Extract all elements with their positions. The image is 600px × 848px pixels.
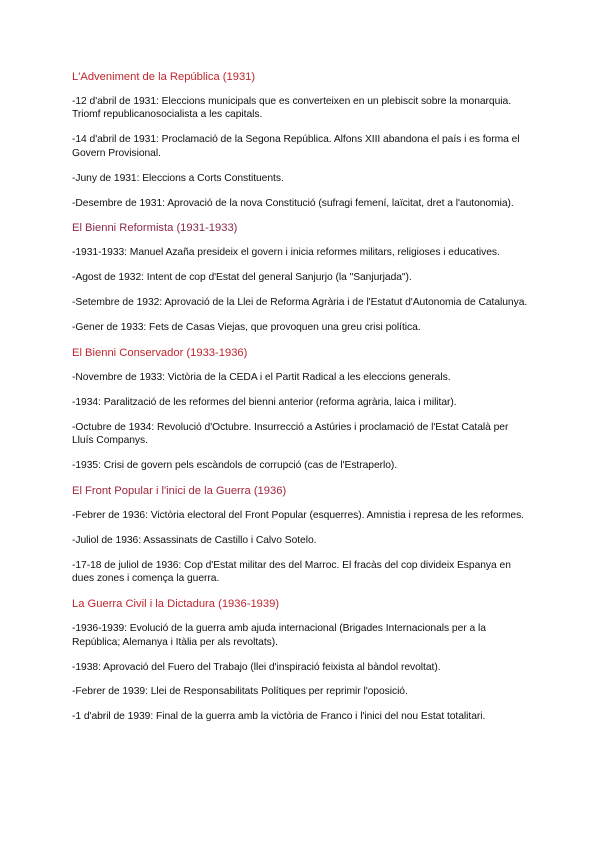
section-title: El Front Popular i l'inici de la Guerra (1936)	[72, 485, 287, 498]
section-bienni-conservador	[72, 346, 532, 473]
timeline-entry: -1934: Paralització de les reformes del bienni anterior (reforma agrària, laica i militar).	[72, 396, 457, 408]
section-adveniment	[72, 70, 532, 210]
section-title: El Bienni Reformista (1931-1933)	[72, 222, 238, 235]
section-title: La Guerra Civil i la Dictadura (1936-1939)	[72, 598, 280, 611]
timeline-entry: -Setembre de 1932: Aprovació de la Llei de Reforma Agrària i de l'Estatut d'Autonomia de Catalunya.	[72, 297, 528, 309]
document-page	[72, 70, 532, 735]
timeline-entry: -Juny de 1931: Eleccions a Corts Constituents.	[72, 172, 284, 184]
section-title: L'Adveniment de la República (1931)	[72, 71, 256, 83]
timeline-entry: -1 d'abril de 1939: Final de la guerra amb la victòria de Franco i l'inici del nou Estat totalitari.	[72, 711, 486, 723]
timeline-entry: -17-18 de juliol de 1936: Cop d'Estat militar des del Marroc. El fracàs del cop divideix Espanya en dues zones i comença la guerra.	[72, 559, 511, 585]
section-guerra-civil	[72, 597, 532, 724]
section-front-popular	[72, 484, 532, 586]
section-bienni-reformista	[72, 221, 532, 334]
timeline-entry: -Desembre de 1931: Aprovació de la nova Constitució (sufragi femení, laïcitat, dret a l'autonomia).	[72, 197, 514, 209]
timeline-entry: -12 d'abril de 1931: Eleccions municipals que es converteixen en un plebiscit sobre la monarquia. Triomf republicanosocialista a les capitals.	[72, 96, 511, 121]
timeline-entry: -14 d'abril de 1931: Proclamació de la Segona República. Alfons XIII abandona el país i es forma el Govern Provisional.	[72, 134, 520, 159]
timeline-entry: -Agost de 1932: Intent de cop d'Estat del general Sanjurjo (la "Sanjurjada").	[72, 272, 412, 284]
timeline-entry: -1938: Aprovació del Fuero del Trabajo (llei d'inspiració feixista al bàndol revoltat).	[72, 661, 441, 673]
timeline-entry: -Octubre de 1934: Revolució d'Octubre. Insurrecció a Astúries i proclamació de l'Estat Català per Lluís Companys.	[72, 421, 509, 447]
timeline-entry: -Febrer de 1936: Victòria electoral del Front Popular (esquerres). Amnistia i represa de les reformes.	[72, 510, 524, 522]
timeline-entry: -Febrer de 1939: Llei de Responsabilitats Polítiques per reprimir l'oposició.	[72, 686, 408, 698]
timeline-entry: -Juliol de 1936: Assassinats de Castillo i Calvo Sotelo.	[72, 535, 317, 546]
timeline-entry: -Gener de 1933: Fets de Casas Viejas, que provoquen una greu crisi política.	[72, 322, 421, 334]
timeline-entry: -1936-1939: Evolució de la guerra amb ajuda internacional (Brigades Internacionals per a la República; Alemanya i Itàlia per als revoltats).	[72, 623, 486, 648]
timeline-entry: -Novembre de 1933: Victòria de la CEDA i el Partit Radical a les eleccions generals.	[72, 372, 451, 384]
section-title: El Bienni Conservador (1933-1936)	[72, 347, 248, 360]
timeline-entry: -1935: Crisi de govern pels escàndols de corrupció (cas de l'Estraperlo).	[72, 460, 398, 472]
timeline-entry: -1931-1933: Manuel Azaña presideix el govern i inicia reformes militars, religioses i educatives.	[72, 247, 500, 259]
